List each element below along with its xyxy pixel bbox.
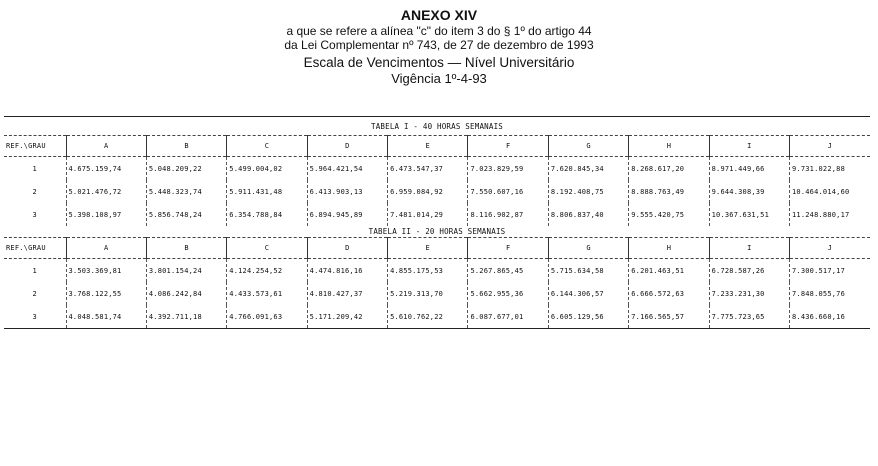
- value-cell: 8.806.837,40: [548, 203, 628, 226]
- table-row: [4, 180, 870, 203]
- value-cell: 5.964.421,54: [307, 157, 387, 181]
- value-cell: 7.166.565,57: [629, 305, 709, 329]
- ref-cell: 1: [32, 266, 37, 275]
- value-cell: 5.662.955,36: [468, 282, 548, 305]
- column-header: REF.\GRAU: [4, 136, 66, 157]
- scale-title: Escala de Vencimentos — Nível Universitário: [303, 55, 575, 70]
- value-cell: 4.048.581,74: [66, 305, 146, 329]
- value-cell: 8.116.902,87: [468, 203, 548, 226]
- value-cell: 4.474.816,16: [307, 259, 387, 283]
- table-row: [4, 282, 870, 305]
- value-cell: 7.550.607,16: [468, 180, 548, 203]
- value-cell: 4.766.091,63: [227, 305, 307, 329]
- value-cell: 7.848.055,76: [790, 282, 870, 305]
- ref-cell: 1: [32, 164, 37, 173]
- column-header: E: [388, 238, 468, 259]
- ref-cell: 2: [32, 187, 37, 196]
- column-header: B: [146, 238, 226, 259]
- value-cell: 7.481.014,29: [388, 203, 468, 226]
- document-header: [0, 6, 878, 86]
- value-cell: 6.894.945,89: [307, 203, 387, 226]
- column-header: J: [790, 238, 870, 259]
- value-cell: 4.124.254,52: [227, 259, 307, 283]
- column-header: I: [709, 136, 789, 157]
- column-header: E: [388, 136, 468, 157]
- value-cell: 6.413.903,13: [307, 180, 387, 203]
- ref-cell: 3: [4, 305, 66, 329]
- column-header-row: [4, 238, 870, 259]
- value-cell: 7.300.517,17: [790, 259, 870, 283]
- column-header: REF.\GRAU: [4, 238, 66, 259]
- value-cell: 4.810.427,37: [307, 282, 387, 305]
- value-cell: 5.267.865,45: [468, 259, 548, 283]
- table-row: [4, 305, 870, 329]
- value-cell: 8.436.660,16: [790, 305, 870, 329]
- value-cell: 6.201.463,51: [629, 259, 709, 283]
- value-cell: 4.675.159,74: [66, 157, 146, 181]
- value-cell: 8.971.449,66: [709, 157, 789, 181]
- validity-date: Vigência 1º-4-93: [391, 71, 487, 86]
- value-cell: 5.499.004,02: [227, 157, 307, 181]
- table-title-row: [4, 117, 870, 136]
- column-header: F: [468, 238, 548, 259]
- value-cell: 6.728.587,26: [709, 259, 789, 283]
- value-cell: 3.503.369,81: [66, 259, 146, 283]
- column-header-row: [4, 136, 870, 157]
- value-cell: 11.248.880,17: [790, 203, 870, 226]
- value-cell: 6.605.129,56: [548, 305, 628, 329]
- table-title-row: [4, 226, 870, 238]
- value-cell: 5.911.431,48: [227, 180, 307, 203]
- value-cell: 6.354.788,84: [227, 203, 307, 226]
- table-row: [4, 203, 870, 226]
- value-cell: 6.087.677,01: [468, 305, 548, 329]
- column-header: G: [548, 238, 628, 259]
- table-row: [4, 157, 870, 181]
- value-cell: 6.473.547,37: [388, 157, 468, 181]
- value-cell: 10.367.631,51: [709, 203, 789, 226]
- column-header: I: [709, 238, 789, 259]
- salary-table: [4, 117, 870, 329]
- value-cell: 6.666.572,63: [629, 282, 709, 305]
- value-cell: 6.144.306,57: [548, 282, 628, 305]
- value-cell: 9.555.420,75: [629, 203, 709, 226]
- column-header: C: [227, 136, 307, 157]
- value-cell: 7.775.723,65: [709, 305, 789, 329]
- column-header: C: [227, 238, 307, 259]
- value-cell: 8.268.617,20: [629, 157, 709, 181]
- table-title: TABELA II - 20 HORAS SEMANAIS: [368, 227, 506, 236]
- column-header: D: [307, 136, 387, 157]
- column-header: H: [629, 136, 709, 157]
- value-cell: 4.433.573,61: [227, 282, 307, 305]
- column-header: F: [468, 136, 548, 157]
- column-header: A: [66, 238, 146, 259]
- column-header: D: [307, 238, 387, 259]
- annex-title: ANEXO XIV: [400, 7, 478, 23]
- value-cell: 9.731.022,88: [790, 157, 870, 181]
- value-cell: 4.086.242,84: [146, 282, 226, 305]
- column-header: H: [629, 238, 709, 259]
- ref-cell: 2: [32, 289, 37, 298]
- value-cell: 4.392.711,18: [146, 305, 226, 329]
- value-cell: 5.021.476,72: [66, 180, 146, 203]
- value-cell: 6.959.084,92: [388, 180, 468, 203]
- column-header: J: [790, 136, 870, 157]
- legal-reference-line-1: a que se refere a alínea "c" do item 3 do § 1º do artigo 44: [286, 24, 592, 38]
- table-title: TABELA I - 40 HORAS SEMANAIS: [4, 117, 870, 136]
- column-header: G: [548, 136, 628, 157]
- value-cell: 5.219.313,70: [388, 282, 468, 305]
- value-cell: 7.023.829,59: [468, 157, 548, 181]
- value-cell: 8.888.763,49: [629, 180, 709, 203]
- value-cell: 4.855.175,53: [388, 259, 468, 283]
- value-cell: 5.048.209,22: [146, 157, 226, 181]
- value-cell: 7.620.845,34: [548, 157, 628, 181]
- value-cell: 5.715.634,58: [548, 259, 628, 283]
- value-cell: 5.448.323,74: [146, 180, 226, 203]
- value-cell: 5.398.108,97: [66, 203, 146, 226]
- value-cell: 3.801.154,24: [146, 259, 226, 283]
- ref-cell: 3: [32, 210, 37, 219]
- value-cell: 9.644.308,39: [709, 180, 789, 203]
- value-cell: 8.192.408,75: [548, 180, 628, 203]
- column-header: A: [66, 136, 146, 157]
- table-row: [4, 259, 870, 283]
- value-cell: 5.856.748,24: [146, 203, 226, 226]
- value-cell: 7.233.231,30: [709, 282, 789, 305]
- value-cell: 5.610.762,22: [388, 305, 468, 329]
- salary-tables: [4, 116, 870, 329]
- legal-reference-line-2: da Lei Complementar nº 743, de 27 de dezembro de 1993: [284, 38, 594, 52]
- column-header: B: [146, 136, 226, 157]
- value-cell: 3.768.122,55: [66, 282, 146, 305]
- value-cell: 5.171.209,42: [307, 305, 387, 329]
- value-cell: 10.464.014,60: [790, 180, 870, 203]
